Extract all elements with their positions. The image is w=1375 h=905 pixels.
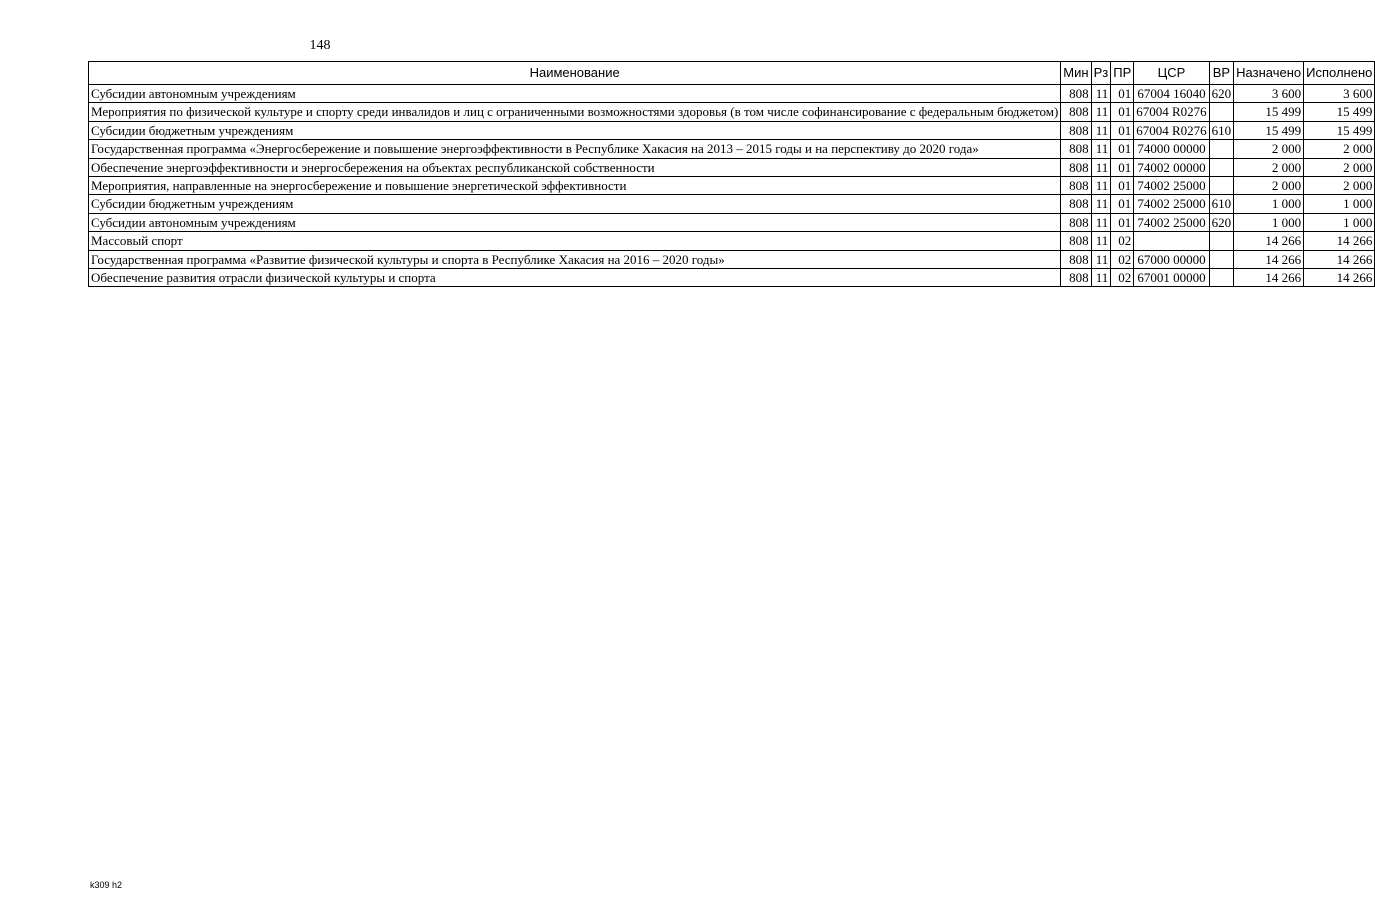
footer-code: k309 h2	[90, 880, 123, 890]
row-pr: 01	[1111, 140, 1134, 158]
row-vr: 610	[1209, 121, 1234, 139]
table-row	[89, 177, 1375, 195]
row-name: Мероприятия по физической культуре и спорту среди инвалидов и лиц с ограниченными возможностями здоровья (в том числе софинансирование с федеральным бюджетом)	[89, 103, 1061, 121]
row-executed: 3 600	[1304, 85, 1375, 103]
row-pr: 01	[1111, 158, 1134, 176]
row-assigned: 14 266	[1234, 250, 1304, 268]
page-number: 148	[309, 38, 331, 53]
header-name: Наименование	[89, 62, 1061, 85]
row-pr: 02	[1111, 250, 1134, 268]
row-name: Массовый спорт	[89, 232, 1061, 250]
row-name: Субсидии автономным учреждениям	[89, 85, 1061, 103]
table-row	[89, 85, 1375, 103]
header-pr: ПР	[1111, 62, 1134, 85]
row-executed: 2 000	[1304, 177, 1375, 195]
row-min: 808	[1061, 140, 1091, 158]
row-vr	[1209, 232, 1234, 250]
row-csr: 67004 R0276	[1134, 121, 1209, 139]
row-vr	[1209, 177, 1234, 195]
row-pr: 02	[1111, 232, 1134, 250]
row-executed: 14 266	[1304, 250, 1375, 268]
row-rz: 11	[1091, 103, 1111, 121]
row-assigned: 14 266	[1234, 232, 1304, 250]
row-csr: 67001 00000	[1134, 269, 1209, 287]
row-rz: 11	[1091, 140, 1111, 158]
row-assigned: 15 499	[1234, 103, 1304, 121]
row-csr: 74002 00000	[1134, 158, 1209, 176]
header-rz: Рз	[1091, 62, 1111, 85]
table-row	[89, 269, 1375, 287]
row-vr	[1209, 269, 1234, 287]
row-min: 808	[1061, 103, 1091, 121]
row-name: Государственная программа «Энергосбережение и повышение энергоэффективности в Республике Хакасия на 2013 – 2015 годы и на перспективу до 2020 года»	[89, 140, 1061, 158]
row-vr	[1209, 140, 1234, 158]
row-min: 808	[1061, 85, 1091, 103]
row-rz: 11	[1091, 195, 1111, 213]
row-min: 808	[1061, 232, 1091, 250]
header-executed: Исполнено	[1304, 62, 1375, 85]
row-pr: 01	[1111, 213, 1134, 231]
row-min: 808	[1061, 158, 1091, 176]
row-assigned: 14 266	[1234, 269, 1304, 287]
row-rz: 11	[1091, 158, 1111, 176]
row-executed: 2 000	[1304, 140, 1375, 158]
table-row	[89, 195, 1375, 213]
row-min: 808	[1061, 213, 1091, 231]
row-csr: 67000 00000	[1134, 250, 1209, 268]
row-name: Государственная программа «Развитие физической культуры и спорта в Республике Хакасия на 2016 – 2020 годы»	[89, 250, 1061, 268]
row-rz: 11	[1091, 269, 1111, 287]
row-vr	[1209, 250, 1234, 268]
table-row	[89, 158, 1375, 176]
row-name: Обеспечение энергоэффективности и энергосбережения на объектах республиканской собственности	[89, 158, 1061, 176]
row-rz: 11	[1091, 250, 1111, 268]
row-csr: 74000 00000	[1134, 140, 1209, 158]
header-min: Мин	[1061, 62, 1091, 85]
row-assigned: 15 499	[1234, 121, 1304, 139]
table-row	[89, 121, 1375, 139]
header-csr: ЦСР	[1134, 62, 1209, 85]
row-csr: 74002 25000	[1134, 177, 1209, 195]
row-min: 808	[1061, 250, 1091, 268]
table-row	[89, 103, 1375, 121]
header-vr: ВР	[1209, 62, 1234, 85]
row-vr: 620	[1209, 85, 1234, 103]
row-pr: 01	[1111, 177, 1134, 195]
row-assigned: 2 000	[1234, 158, 1304, 176]
row-name: Субсидии автономным учреждениям	[89, 213, 1061, 231]
row-assigned: 3 600	[1234, 85, 1304, 103]
row-executed: 1 000	[1304, 213, 1375, 231]
row-csr: 74002 25000	[1134, 195, 1209, 213]
table-row	[89, 213, 1375, 231]
row-min: 808	[1061, 177, 1091, 195]
row-executed: 15 499	[1304, 103, 1375, 121]
row-rz: 11	[1091, 232, 1111, 250]
row-assigned: 1 000	[1234, 195, 1304, 213]
row-vr: 620	[1209, 213, 1234, 231]
row-assigned: 1 000	[1234, 213, 1304, 231]
row-assigned: 2 000	[1234, 177, 1304, 195]
row-min: 808	[1061, 195, 1091, 213]
row-name: Обеспечение развития отрасли физической культуры и спорта	[89, 269, 1061, 287]
row-rz: 11	[1091, 121, 1111, 139]
table-row	[89, 140, 1375, 158]
budget-table	[88, 61, 1375, 287]
row-rz: 11	[1091, 213, 1111, 231]
table-row	[89, 232, 1375, 250]
row-assigned: 2 000	[1234, 140, 1304, 158]
row-vr: 610	[1209, 195, 1234, 213]
row-min: 808	[1061, 121, 1091, 139]
row-pr: 01	[1111, 85, 1134, 103]
row-pr: 01	[1111, 103, 1134, 121]
row-rz: 11	[1091, 85, 1111, 103]
row-executed: 2 000	[1304, 158, 1375, 176]
table-header-row	[89, 62, 1375, 85]
row-pr: 01	[1111, 195, 1134, 213]
row-csr: 74002 25000	[1134, 213, 1209, 231]
row-executed: 14 266	[1304, 232, 1375, 250]
row-vr	[1209, 158, 1234, 176]
row-executed: 14 266	[1304, 269, 1375, 287]
table-row	[89, 250, 1375, 268]
row-executed: 1 000	[1304, 195, 1375, 213]
row-min: 808	[1061, 269, 1091, 287]
row-executed: 15 499	[1304, 121, 1375, 139]
row-pr: 01	[1111, 121, 1134, 139]
row-vr	[1209, 103, 1234, 121]
row-csr	[1134, 232, 1209, 250]
header-assigned: Назначено	[1234, 62, 1304, 85]
row-pr: 02	[1111, 269, 1134, 287]
row-rz: 11	[1091, 177, 1111, 195]
row-name: Мероприятия, направленные на энергосбережение и повышение энергетической эффективности	[89, 177, 1061, 195]
row-csr: 67004 R0276	[1134, 103, 1209, 121]
row-name: Субсидии бюджетным учреждениям	[89, 121, 1061, 139]
row-csr: 67004 16040	[1134, 85, 1209, 103]
row-name: Субсидии бюджетным учреждениям	[89, 195, 1061, 213]
